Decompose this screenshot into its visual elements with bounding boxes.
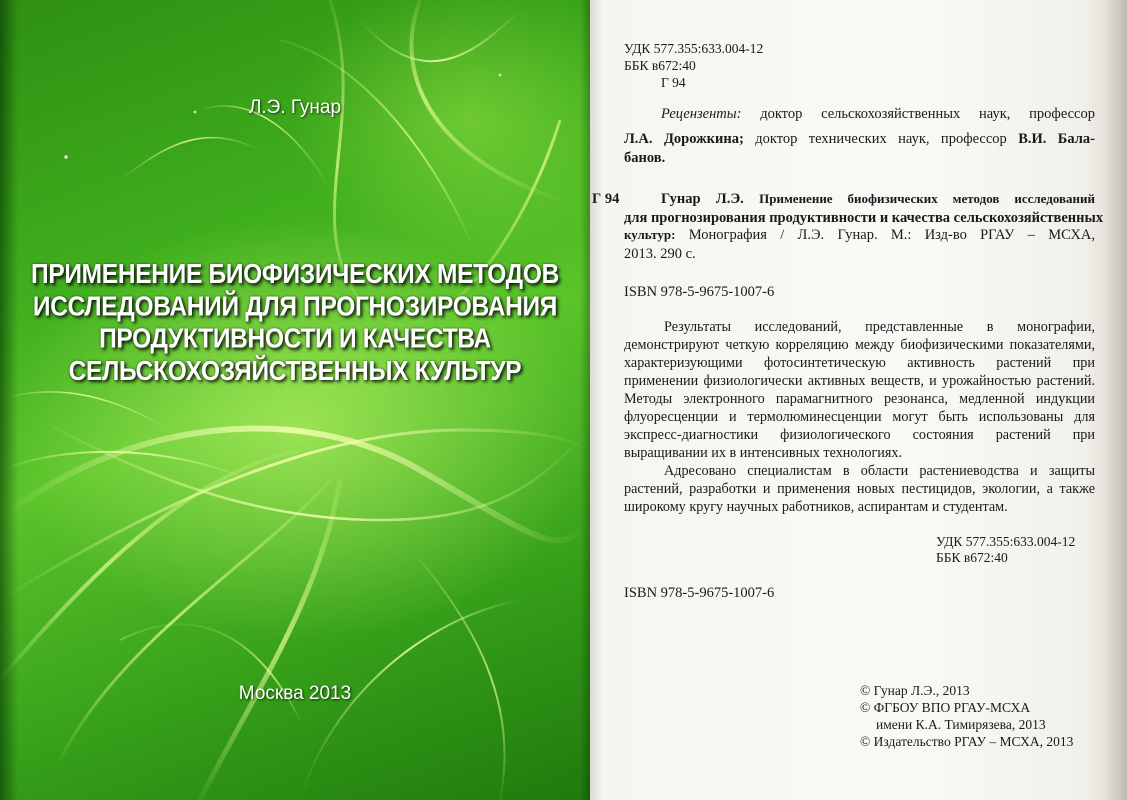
reviewers-line-2 xyxy=(624,130,1095,148)
footer-bbk: ББК в672:40 xyxy=(936,550,1008,565)
reviewer-name-2a: В.И. Бала- xyxy=(1018,131,1095,147)
bib-title-2: для прогнозирования продуктивности и качества сельскохозяйственных xyxy=(624,210,1104,226)
copyright-line-2: © ФГБОУ ВПО РГАУ-МСХА xyxy=(860,700,1031,715)
cover-title-line: СЕЛЬСКОХОЗЯЙСТВЕННЫХ КУЛЬТУР xyxy=(68,355,522,387)
isbn-top: ISBN 978-5-9675-1007-6 xyxy=(624,284,775,300)
reviewers-text-1: доктор сельскохозяйственных наук, профессор xyxy=(741,106,1095,122)
bib-rest-4: 2013. 290 с. xyxy=(624,246,696,262)
bib-rest-3: Монография / Л.Э. Гунар. М.: Изд-во РГАУ – МСХА, xyxy=(675,227,1095,243)
cover-city-year: Москва 2013 xyxy=(238,683,352,704)
reviewers-label: Рецензенты: xyxy=(661,106,742,122)
cover-author: Л.Э. Гунар xyxy=(248,97,342,118)
page-fold-shadow xyxy=(1105,0,1127,800)
reviewer-name-2b: банов. xyxy=(624,150,666,166)
bib-line-1 xyxy=(661,190,1095,208)
cover-spine-shadow xyxy=(580,0,590,800)
bib-author: Гунар Л.Э. xyxy=(661,191,744,207)
cover-title-line: ИССЛЕДОВАНИЙ ДЛЯ ПРОГНОЗИРОВАНИЯ xyxy=(32,291,558,323)
reviewers-text-2: доктор технических наук, профессор xyxy=(743,131,1019,147)
footer-udk: УДК 577.355:633.004-12 xyxy=(936,534,1076,549)
bib-title-3: культур: xyxy=(624,227,676,242)
abstract-paragraph-1: Результаты исследований, представленные в монографии, демонстрируют четкую корреляцию между биофизическими показателями, характеризующими фотосинтетическую активность растений при применении физиологически активных веществ, и урожайностью растений. Методы электронного парамагнитного резонанса, медленной индукции флуоресценции и термолюминесценции могут быть использованы для экспресс-диагностики физиологического состояния растений при выращивании их в интенсивных технологиях. xyxy=(624,319,1095,461)
bib-line-3 xyxy=(624,226,1095,244)
copyright-line-4: © Издательство РГАУ – МСХА, 2013 xyxy=(860,734,1074,749)
copyright-line-3: имени К.А. Тимирязева, 2013 xyxy=(876,717,1046,732)
cover-title xyxy=(20,259,570,388)
header-bbk: ББК в672:40 xyxy=(624,58,696,73)
abstract xyxy=(624,318,1095,516)
copyright-line-1: © Гунар Л.Э., 2013 xyxy=(860,683,970,698)
isbn-bottom: ISBN 978-5-9675-1007-6 xyxy=(624,585,775,601)
reviewers-line-1 xyxy=(661,105,1095,123)
cover-title-line: ПРИМЕНЕНИЕ БИОФИЗИЧЕСКИХ МЕТОДОВ xyxy=(31,259,559,291)
header-author-code: Г 94 xyxy=(661,75,686,90)
abstract-paragraph-2: Адресовано специалистам в области растениеводства и защиты растений, разработки и применения новых пестицидов, экологии, а также широкому кругу научных работников, аспирантам и студентам. xyxy=(624,463,1095,515)
reviewer-name-1: Л.А. Дорожкина; xyxy=(624,131,744,147)
header-udk: УДК 577.355:633.004-12 xyxy=(624,41,764,56)
title-verso-page xyxy=(590,0,1127,800)
cover-title-line: ПРОДУКТИВНОСТИ И КАЧЕСТВА xyxy=(99,323,491,355)
bib-code: Г 94 xyxy=(592,191,620,207)
cover-left-edge-shadow xyxy=(0,0,18,800)
bib-title-1: Применение биофизических методов исследований xyxy=(759,191,1095,206)
